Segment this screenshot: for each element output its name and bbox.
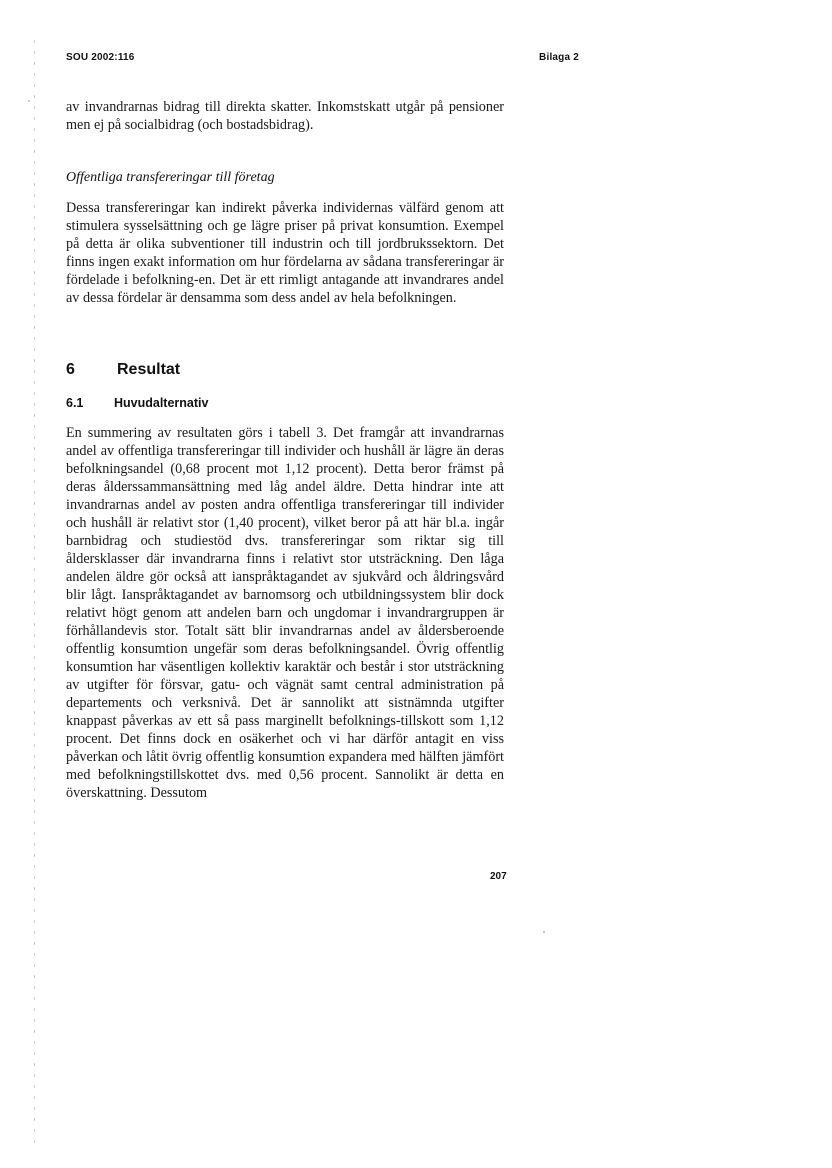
scan-speck: [543, 931, 545, 933]
intro-paragraph: [66, 98, 504, 134]
subheading-transfers-to-companies: Offentliga transfereringar till företag: [66, 170, 275, 185]
scan-speck: [28, 100, 30, 102]
running-header-left: SOU 2002:116: [66, 52, 135, 63]
section-number: 6: [66, 361, 75, 378]
subsection-number: 6.1: [66, 396, 84, 410]
scan-margin-artifact: [34, 40, 35, 1150]
page-number: 207: [490, 871, 507, 882]
subsection-heading: [66, 396, 208, 410]
intro-text: av invandrarnas bidrag till direkta skatter. Inkomstskatt utgår på pensioner men ej på socialbidrag (och bostadsbidrag).: [66, 99, 504, 133]
running-header-right: Bilaga 2: [539, 52, 579, 63]
section-heading: [66, 361, 180, 379]
subsection-title: Huvudalternativ: [114, 396, 209, 410]
transfers-text: Dessa transfereringar kan indirekt påverka individernas välfärd genom att stimulera sysselsättning och ge lägre priser på privat konsumtion. Exempel på detta är olika subventioner till industrin och till jordbrukssektorn. Det finns ingen exakt information om hur fördelarna av sådana transfereringar är fördelade i befolkning-en. Det är ett rimligt antagande att invandrares andel av dessa fördelar är densamma som dess andel av hela befolkningen.: [66, 200, 504, 306]
section-title: Resultat: [117, 361, 181, 378]
transfers-paragraph: [66, 199, 504, 307]
results-paragraph: [66, 424, 504, 802]
results-text: En summering av resultaten görs i tabell 3. Det framgår att invandrarnas andel av offentliga transfereringar till individer och hushåll är lägre än deras befolkningsandel (0,68 procent mot 1,12 procent). Detta beror främst på deras ålderssammansättning med låg andel äldre. Detta hindrar inte att invandrarnas andel av posten andra offentliga transfereringar till individer och hushåll är relativt stor (1,40 procent), vilket beror på att här bl.a. ingår barnbidrag och studiestöd dvs. transfereringar som riktar sig till åldersklasser där invandrarna finns i relativt stor utsträckning. Den låga andelen äldre gör också att ianspråktagandet av sjukvård och åldringsvård blir lågt. Ianspråktagandet av barnomsorg och utbildningssystem blir dock relativt högt genom att andelen barn och ungdomar i invandrargruppen är förhållandevis stor. Totalt sätt blir invandrarnas andel av åldersberoende offentlig konsumtion ungefär som deras befolkningsandel. Övrig offentlig konsumtion har väsentligen kollektiv karaktär och består i stor utsträckning av utgifter för försvar, gatu- och vägnät samt central administration på departements och verksnivå. Det är sannolikt att sistnämnda utgifter knappast påverkas av ett så pass marginellt befolknings-tillskott som 1,12 procent. Det finns dock en osäkerhet och vi har därför antagit en viss påverkan och låtit övrig offentlig konsumtion expandera med hälften jämfört med befolkningstillskottet dvs. med 0,56 procent. Sannolikt är detta en överskattning. Dessutom: [66, 425, 504, 801]
